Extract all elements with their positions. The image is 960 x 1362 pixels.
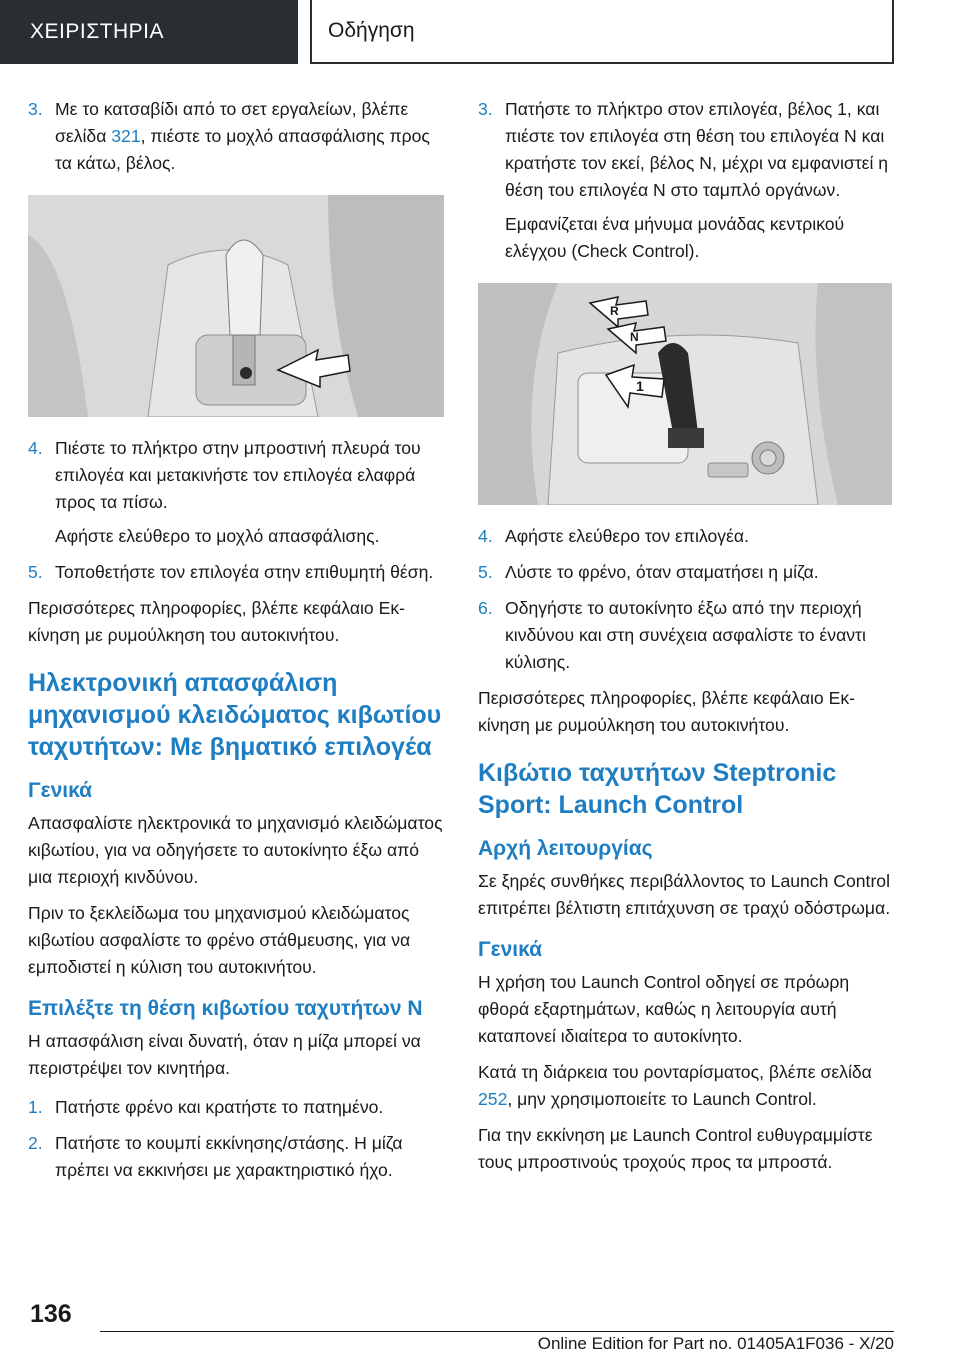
step-text: Οδηγήστε το αυτοκίνητο έξω από την περιοχή κινδύνου και στη συνέχεια ασφαλίστε το έναντι κύλισης. — [505, 598, 866, 672]
step-number: 6. — [478, 598, 493, 618]
arrow-r-label: R — [610, 304, 619, 318]
paragraph: Απασφαλίστε ηλεκτρονικά το μηχανισμό κλειδώματος κιβωτίου, για να οδηγήσετε το αυτοκίνητο έξω από μια περιοχή κινδύνου. — [28, 813, 443, 887]
step-text: Αφήστε ελεύθερο τον επιλογέα. — [505, 526, 749, 546]
step-text-part: , πιέστε το μοχλό απασφάλισης προς τα κάτω, βέλος. — [55, 126, 430, 173]
step-4-right — [478, 523, 898, 550]
step-number: 1. — [28, 1097, 43, 1117]
step-subtext: Αφήστε ελεύθερο το μοχλό απασφάλισης. — [55, 526, 380, 546]
right-column — [478, 96, 898, 1185]
arrow-1-label: 1 — [636, 378, 644, 394]
subheading-general: Γενικά — [478, 938, 543, 961]
figure-gear-selector-positions — [478, 283, 892, 505]
left-column — [28, 96, 448, 1193]
step-subtext: Εμφανίζεται ένα μήνυμα μονάδας κεντρικού ελέγχου (Check Control). — [505, 214, 845, 261]
step-1 — [28, 1094, 448, 1121]
chapter-title: Οδήγηση — [328, 19, 415, 42]
section-title: ΧΕΙΡΙΣΤΗΡΙΑ — [30, 20, 165, 43]
arrow-n-label: N — [630, 330, 639, 344]
step-number: 4. — [28, 438, 43, 458]
section-tab — [0, 0, 298, 64]
page-link-252[interactable]: 252 — [478, 1089, 508, 1109]
step-number: 2. — [28, 1133, 43, 1153]
step-number: 5. — [478, 562, 493, 582]
step-number: 5. — [28, 562, 43, 582]
step-5-right — [478, 559, 898, 586]
paragraph-part: , μην χρησιμοποιείτε το Launch Control. — [507, 1089, 817, 1109]
chapter-tab — [310, 0, 894, 64]
gear-selector-unlock-illustration — [28, 195, 444, 417]
paragraph-part: Κατά τη διάρκεια του ρονταρίσματος, βλέπε σελίδα — [478, 1062, 872, 1082]
step-text: Πιέστε το πλήκτρο στην μπροστινή πλευρά του επιλογέα και μετακινήστε τον επιλογέα ελαφρά προς τα πίσω. — [55, 438, 421, 512]
subheading-select-n: Επιλέξτε τη θέση κιβωτίου ταχυτήτων N — [28, 997, 423, 1020]
paragraph: Για την εκκίνηση με Launch Control ευθυγραμμίστε τους μπροστινούς τροχούς προς τα μπροστά. — [478, 1125, 873, 1172]
step-5 — [28, 559, 448, 586]
step-2 — [28, 1130, 448, 1184]
paragraph: Η απασφάλιση είναι δυνατή, όταν η μίζα μπορεί να περιστρέψει τον κινητήρα. — [28, 1031, 421, 1078]
step-number: 3. — [28, 99, 43, 119]
section-heading-launch-control: Κιβώτιο ταχυτήτων Steptronic Sport: Launch Control — [478, 759, 837, 819]
footer-divider — [100, 1331, 894, 1332]
subheading-general: Γενικά — [28, 779, 93, 802]
gear-selector-illustration — [478, 283, 892, 505]
edition-text: Online Edition for Part no. 01405A1F036 - X/20 — [537, 1334, 894, 1353]
step-text — [55, 96, 448, 177]
step-number: 4. — [478, 526, 493, 546]
step-text: Πατήστε το κουμπί εκκίνησης/στάσης. Η μίζα πρέπει να εκκινήσει με χαρακτηριστικό ήχο. — [55, 1133, 403, 1180]
step-text-part: Με το κατσαβίδι από το σετ εργαλείων, βλέπε σελίδα — [55, 99, 409, 146]
step-4 — [28, 435, 448, 550]
step-number: 3. — [478, 99, 493, 119]
step-3 — [28, 96, 448, 177]
paragraph: Πριν το ξεκλείδωμα του μηχανισμού κλειδώματος κιβωτίου ασφαλίστε το φρένο στάθμευσης, για να εμποδιστεί η κύλιση του αυτοκινήτου. — [28, 903, 411, 977]
step-text: Λύστε το φρένο, όταν σταματήσει η μίζα. — [505, 562, 819, 582]
figure-unlock-lever — [28, 195, 444, 417]
section-heading-electronic-unlock: Ηλεκτρονική απασφάλιση μηχανισμού κλειδώματος κιβωτίου ταχυτήτων: Με βηματικό επιλογέα — [28, 669, 442, 761]
paragraph: Η χρήση του Launch Control οδηγεί σε πρόωρη φθορά εξαρτημάτων, καθώς η λειτουργία αυτή καταπονεί ιδιαίτερα το αυτοκίνητο. — [478, 972, 850, 1046]
step-3-right — [478, 96, 898, 265]
subheading-principle: Αρχή λειτουργίας — [478, 837, 653, 860]
step-6-right — [478, 595, 898, 676]
page-number: 136 — [30, 1300, 72, 1328]
step-text: Πατήστε φρένο και κρατήστε το πατημένο. — [55, 1097, 384, 1117]
paragraph: Σε ξηρές συνθήκες περιβάλλοντος το Launch Control επιτρέπει βέλτιστη επιτάχυνση σε τραχύ οδόστρωμα. — [478, 871, 891, 918]
step-text: Πατήστε το πλήκτρο στον επιλογέα, βέλος 1, και πιέστε τον επιλογέα στη θέση του επιλογέα N και κρατήστε τον εκεί, βέλος N, μέχρι να εμφανιστεί η θέση του επιλογέα N στο ταμπλό οργάνων. — [505, 99, 889, 200]
step-text: Τοποθετήστε τον επιλογέα στην επιθυμητή θέση. — [55, 562, 434, 582]
more-info-text: Περισσότερες πληροφορίες, βλέπε κεφάλαιο Εκκίνηση με ρυμούλκηση του αυτοκινήτου. — [28, 598, 405, 645]
more-info-text: Περισσότερες πληροφορίες, βλέπε κεφάλαιο Εκκίνηση με ρυμούλκηση του αυτοκινήτου. — [478, 688, 855, 735]
paragraph — [478, 1059, 898, 1113]
page-link-321[interactable]: 321 — [111, 126, 141, 146]
